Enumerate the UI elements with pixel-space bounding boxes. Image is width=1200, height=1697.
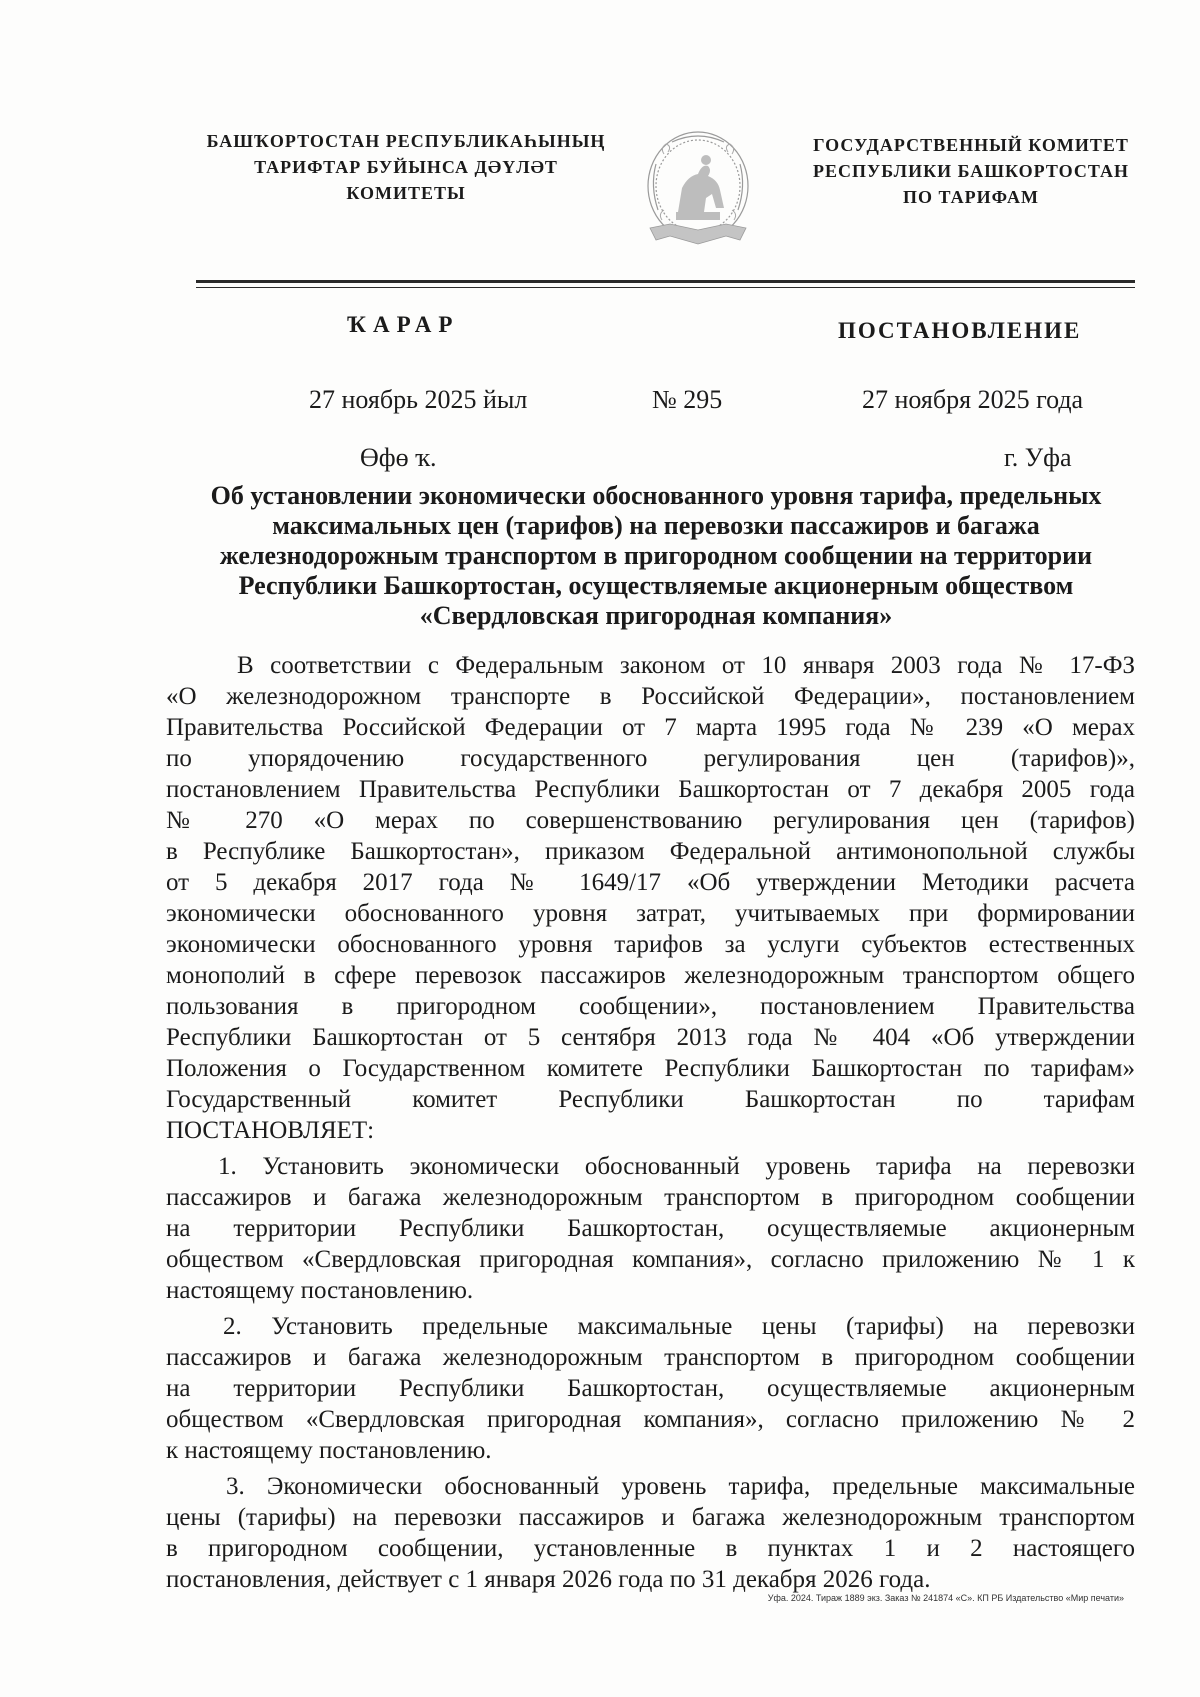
title-line: Республики Башкортостан, осуществляемые акционерным обществом bbox=[238, 571, 1074, 600]
preamble-line: Положения о Государственном комитете Республики Башкортостан по тарифам» bbox=[166, 1055, 1135, 1082]
item-1-line: на территории Республики Башкортостан, осуществляемые акционерным bbox=[166, 1215, 1135, 1242]
preamble-line: постановлением Правительства Республики Башкортостан от 7 декабря 2005 года bbox=[166, 776, 1135, 803]
preamble-line: Государственный комитет Республики Башкортостан по тарифам bbox=[166, 1086, 1135, 1113]
doc-type-bashkir: ҠАРАР bbox=[347, 312, 460, 337]
preamble-line: «О железнодорожном транспорте в Российской Федерации», постановлением bbox=[166, 683, 1135, 710]
item-3-line: 3. Экономически обоснованный уровень тарифа, предельные максимальные bbox=[226, 1473, 1135, 1500]
item-2-line: на территории Республики Башкортостан, осуществляемые акционерным bbox=[166, 1375, 1135, 1402]
header-bashkir-line: ТАРИФТАР БУЙЫНСА ДӘҮЛӘТ bbox=[254, 157, 558, 177]
item-1-line: пассажиров и багажа железнодорожным транспортом в пригородном сообщении bbox=[166, 1184, 1135, 1211]
item-3-paragraph bbox=[166, 1471, 1135, 1595]
preamble-paragraph bbox=[166, 650, 1135, 1146]
title-line: Об установлении экономически обоснованного уровня тарифа, предельных bbox=[210, 481, 1102, 510]
header-russian-line: ПО ТАРИФАМ bbox=[903, 187, 1039, 207]
preamble-line: пользования в пригородном сообщении», постановлением Правительства bbox=[166, 993, 1135, 1020]
preamble-line: монополий в сфере перевозок пассажиров железнодорожным транспортом общего bbox=[166, 962, 1135, 989]
item-1-paragraph bbox=[166, 1151, 1135, 1306]
title-line: железнодорожным транспортом в пригородном сообщении на территории bbox=[219, 541, 1093, 570]
item-2-line: к настоящему постановлению. bbox=[166, 1437, 492, 1464]
date-bashkir: 27 ноябрь 2025 йыл bbox=[309, 385, 528, 414]
item-2-line: 2. Установить предельные максимальные цены (тарифы) на перевозки bbox=[223, 1313, 1135, 1340]
place-russian: г. Уфа bbox=[1004, 443, 1072, 472]
header-russian-org bbox=[806, 132, 1136, 210]
header-bashkir-line: КОМИТЕТЫ bbox=[346, 183, 466, 203]
header-russian-line: РЕСПУБЛИКИ БАШКОРТОСТАН bbox=[813, 161, 1129, 181]
document-number: № 295 bbox=[652, 385, 723, 414]
title-line: «Свердловская пригородная компания» bbox=[419, 601, 893, 630]
preamble-line: Республики Башкортостан от 5 сентября 2013 года № 404 «Об утверждении bbox=[166, 1024, 1135, 1051]
item-3-line: цены (тарифы) на перевозки пассажиров и багажа железнодорожным транспортом bbox=[166, 1504, 1135, 1531]
header-divider-thin bbox=[196, 287, 1135, 288]
item-3-line: постановления, действует с 1 января 2026 года по 31 декабря 2026 года. bbox=[166, 1566, 931, 1593]
preamble-line: Правительства Российской Федерации от 7 марта 1995 года № 239 «О мерах bbox=[166, 714, 1135, 741]
preamble-line: В соответствии с Федеральным законом от 10 января 2003 года № 17-ФЗ bbox=[237, 652, 1135, 679]
item-3-line: в пригородном сообщении, установленные в пунктах 1 и 2 настоящего bbox=[166, 1535, 1135, 1562]
item-2-line: пассажиров и багажа железнодорожным транспортом в пригородном сообщении bbox=[166, 1344, 1135, 1371]
date-russian: 27 ноября 2025 года bbox=[862, 385, 1084, 414]
coat-of-arms-emblem-icon bbox=[642, 124, 754, 258]
document-body bbox=[166, 650, 1135, 1595]
preamble-line: от 5 декабря 2017 года № 1649/17 «Об утверждении Методики расчета bbox=[166, 869, 1135, 896]
item-1-line: обществом «Свердловская пригородная компания», согласно приложению № 1 к bbox=[166, 1246, 1135, 1273]
preamble-line: ПОСТАНОВЛЯЕТ: bbox=[166, 1117, 375, 1144]
header-russian-line: ГОСУДАРСТВЕННЫЙ КОМИТЕТ bbox=[813, 135, 1129, 155]
item-1-line: настоящему постановлению. bbox=[166, 1277, 474, 1304]
preamble-line: по упорядочению государственного регулирования цен (тарифов)», bbox=[166, 745, 1135, 772]
place-bashkir: Өфө ҡ. bbox=[360, 443, 437, 472]
printer-imprint: Уфа. 2024. Тираж 1889 экз. Заказ № 241874 «С». КП РБ Издательство «Мир печати» bbox=[767, 1593, 1124, 1603]
document-title bbox=[156, 481, 1156, 631]
preamble-line: в Республике Башкортостан», приказом Федеральной антимонопольной службы bbox=[166, 838, 1135, 865]
preamble-line: экономически обоснованного уровня тарифов за услуги субъектов естественных bbox=[166, 931, 1135, 958]
title-line: максимальных цен (тарифов) на перевозки пассажиров и багажа bbox=[272, 511, 1040, 540]
header-divider-thick bbox=[196, 280, 1135, 283]
item-2-paragraph bbox=[166, 1311, 1135, 1466]
doc-type-russian: ПОСТАНОВЛЕНИЕ bbox=[838, 318, 1082, 343]
header-bashkir-org bbox=[196, 128, 616, 206]
preamble-line: № 270 «О мерах по совершенствованию регулирования цен (тарифов) bbox=[166, 807, 1135, 834]
item-2-line: обществом «Свердловская пригородная компания», согласно приложению № 2 bbox=[166, 1406, 1135, 1433]
preamble-line: экономически обоснованного уровня затрат, учитываемых при формировании bbox=[166, 900, 1135, 927]
item-1-line: 1. Установить экономически обоснованный уровень тарифа на перевозки bbox=[218, 1153, 1135, 1180]
header-bashkir-line: БАШҠОРТОСТАН РЕСПУБЛИКАҺЫНЫҢ bbox=[206, 131, 606, 151]
